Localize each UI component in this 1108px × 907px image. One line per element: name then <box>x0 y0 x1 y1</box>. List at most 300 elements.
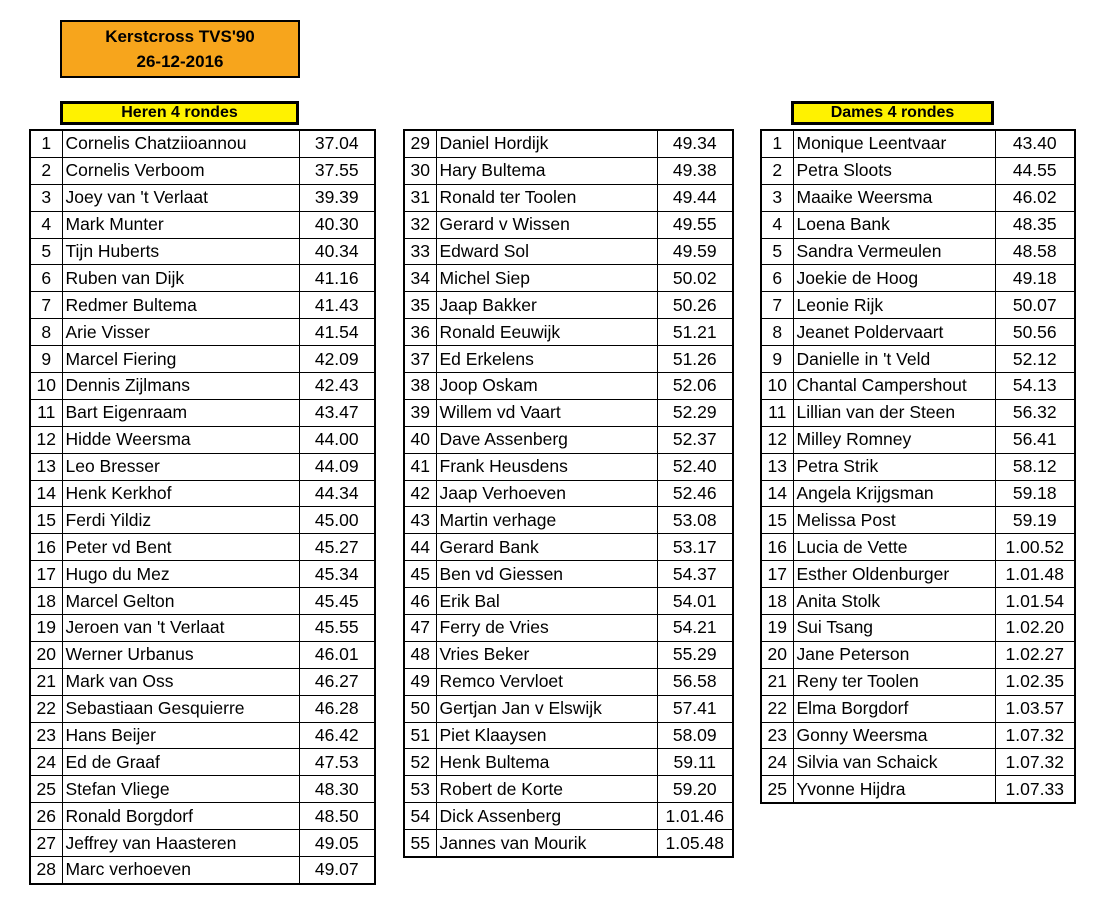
time-cell: 45.34 <box>299 561 375 588</box>
name-cell: Henk Bultema <box>436 749 657 776</box>
time-cell: 51.21 <box>657 319 733 346</box>
rank-cell: 22 <box>30 695 62 722</box>
result-row <box>30 319 375 346</box>
time-cell: 45.55 <box>299 615 375 642</box>
time-cell: 56.58 <box>657 668 733 695</box>
name-cell: Mark van Oss <box>62 668 299 695</box>
time-cell: 49.38 <box>657 157 733 184</box>
time-cell: 49.34 <box>657 130 733 157</box>
result-row <box>761 157 1075 184</box>
name-cell: Martin verhage <box>436 507 657 534</box>
time-cell: 1.02.20 <box>995 615 1075 642</box>
rank-cell: 23 <box>761 722 793 749</box>
rank-cell: 2 <box>761 157 793 184</box>
time-cell: 58.09 <box>657 722 733 749</box>
name-cell: Angela Krijgsman <box>793 480 995 507</box>
time-cell: 59.20 <box>657 776 733 803</box>
name-cell: Maaike Weersma <box>793 184 995 211</box>
result-row <box>404 373 733 400</box>
rank-cell: 28 <box>30 857 62 884</box>
rank-cell: 5 <box>761 238 793 265</box>
result-row <box>761 695 1075 722</box>
time-cell: 37.04 <box>299 130 375 157</box>
name-cell: Stefan Vliege <box>62 776 299 803</box>
time-cell: 1.01.54 <box>995 588 1075 615</box>
result-row <box>30 346 375 373</box>
time-cell: 43.47 <box>299 399 375 426</box>
rank-cell: 29 <box>404 130 436 157</box>
result-row <box>404 130 733 157</box>
rank-cell: 41 <box>404 453 436 480</box>
time-cell: 54.37 <box>657 561 733 588</box>
rank-cell: 4 <box>30 211 62 238</box>
name-cell: Reny ter Toolen <box>793 668 995 695</box>
result-row <box>30 399 375 426</box>
name-cell: Petra Strik <box>793 453 995 480</box>
rank-cell: 15 <box>30 507 62 534</box>
name-cell: Marcel Fiering <box>62 346 299 373</box>
result-row <box>404 184 733 211</box>
time-cell: 52.40 <box>657 453 733 480</box>
name-cell: Joop Oskam <box>436 373 657 400</box>
rank-cell: 43 <box>404 507 436 534</box>
result-row <box>404 722 733 749</box>
name-cell: Werner Urbanus <box>62 641 299 668</box>
rank-cell: 25 <box>30 776 62 803</box>
name-cell: Elma Borgdorf <box>793 695 995 722</box>
rank-cell: 12 <box>30 426 62 453</box>
rank-cell: 4 <box>761 211 793 238</box>
time-cell: 39.39 <box>299 184 375 211</box>
name-cell: Hidde Weersma <box>62 426 299 453</box>
result-row <box>404 749 733 776</box>
name-cell: Bart Eigenraam <box>62 399 299 426</box>
rank-cell: 54 <box>404 803 436 830</box>
result-row <box>404 426 733 453</box>
rank-cell: 7 <box>30 292 62 319</box>
time-cell: 49.44 <box>657 184 733 211</box>
name-cell: Anita Stolk <box>793 588 995 615</box>
rank-cell: 14 <box>30 480 62 507</box>
result-row <box>30 561 375 588</box>
name-cell: Ronald Borgdorf <box>62 803 299 830</box>
rank-cell: 11 <box>30 399 62 426</box>
rank-cell: 12 <box>761 426 793 453</box>
name-cell: Joekie de Hoog <box>793 265 995 292</box>
time-cell: 59.19 <box>995 507 1075 534</box>
result-row <box>30 507 375 534</box>
time-cell: 52.46 <box>657 480 733 507</box>
time-cell: 48.50 <box>299 803 375 830</box>
result-row <box>30 722 375 749</box>
event-title: Kerstcross TVS'90 <box>105 27 255 46</box>
time-cell: 42.43 <box>299 373 375 400</box>
name-cell: Esther Oldenburger <box>793 561 995 588</box>
time-cell: 1.01.48 <box>995 561 1075 588</box>
time-cell: 46.27 <box>299 668 375 695</box>
time-cell: 56.41 <box>995 426 1075 453</box>
name-cell: Jannes van Mourik <box>436 830 657 857</box>
time-cell: 46.28 <box>299 695 375 722</box>
result-row <box>30 588 375 615</box>
name-cell: Hary Bultema <box>436 157 657 184</box>
name-cell: Sandra Vermeulen <box>793 238 995 265</box>
result-row <box>30 157 375 184</box>
time-cell: 52.12 <box>995 346 1075 373</box>
rank-cell: 19 <box>30 615 62 642</box>
rank-cell: 47 <box>404 615 436 642</box>
result-row <box>404 668 733 695</box>
result-row <box>30 695 375 722</box>
event-date: 26-12-2016 <box>136 52 224 71</box>
name-cell: Piet Klaaysen <box>436 722 657 749</box>
name-cell: Lucia de Vette <box>793 534 995 561</box>
result-row <box>30 668 375 695</box>
rank-cell: 14 <box>761 480 793 507</box>
name-cell: Sui Tsang <box>793 615 995 642</box>
rank-cell: 22 <box>761 695 793 722</box>
time-cell: 59.11 <box>657 749 733 776</box>
time-cell: 40.34 <box>299 238 375 265</box>
time-cell: 54.21 <box>657 615 733 642</box>
name-cell: Petra Sloots <box>793 157 995 184</box>
rank-cell: 53 <box>404 776 436 803</box>
name-cell: Daniel Hordijk <box>436 130 657 157</box>
result-row <box>404 534 733 561</box>
rank-cell: 32 <box>404 211 436 238</box>
rank-cell: 42 <box>404 480 436 507</box>
rank-cell: 25 <box>761 776 793 803</box>
time-cell: 50.02 <box>657 265 733 292</box>
name-cell: Loena Bank <box>793 211 995 238</box>
dames-results-table <box>760 129 1076 804</box>
name-cell: Vries Beker <box>436 641 657 668</box>
rank-cell: 40 <box>404 426 436 453</box>
rank-cell: 8 <box>30 319 62 346</box>
result-row <box>404 211 733 238</box>
name-cell: Monique Leentvaar <box>793 130 995 157</box>
time-cell: 50.07 <box>995 292 1075 319</box>
time-cell: 53.08 <box>657 507 733 534</box>
time-cell: 1.00.52 <box>995 534 1075 561</box>
rank-cell: 52 <box>404 749 436 776</box>
time-cell: 48.35 <box>995 211 1075 238</box>
time-cell: 49.55 <box>657 211 733 238</box>
rank-cell: 26 <box>30 803 62 830</box>
time-cell: 59.18 <box>995 480 1075 507</box>
rank-cell: 2 <box>30 157 62 184</box>
result-row <box>761 615 1075 642</box>
event-title-box <box>60 20 300 78</box>
rank-cell: 17 <box>30 561 62 588</box>
time-cell: 41.43 <box>299 292 375 319</box>
time-cell: 56.32 <box>995 399 1075 426</box>
name-cell: Ferry de Vries <box>436 615 657 642</box>
time-cell: 43.40 <box>995 130 1075 157</box>
time-cell: 41.16 <box>299 265 375 292</box>
name-cell: Mark Munter <box>62 211 299 238</box>
time-cell: 47.53 <box>299 749 375 776</box>
result-row <box>30 373 375 400</box>
name-cell: Ronald Eeuwijk <box>436 319 657 346</box>
result-row <box>761 641 1075 668</box>
result-row <box>30 265 375 292</box>
result-row <box>761 722 1075 749</box>
name-cell: Danielle in 't Veld <box>793 346 995 373</box>
time-cell: 1.07.33 <box>995 776 1075 803</box>
time-cell: 1.07.32 <box>995 749 1075 776</box>
result-row <box>30 857 375 884</box>
rank-cell: 1 <box>30 130 62 157</box>
rank-cell: 7 <box>761 292 793 319</box>
name-cell: Jane Peterson <box>793 641 995 668</box>
name-cell: Henk Kerkhof <box>62 480 299 507</box>
heren-results-table-2 <box>403 129 734 858</box>
time-cell: 1.03.57 <box>995 695 1075 722</box>
time-cell: 44.34 <box>299 480 375 507</box>
time-cell: 1.02.27 <box>995 641 1075 668</box>
result-row <box>761 399 1075 426</box>
result-row <box>30 184 375 211</box>
name-cell: Jeroen van 't Verlaat <box>62 615 299 642</box>
time-cell: 55.29 <box>657 641 733 668</box>
name-cell: Willem vd Vaart <box>436 399 657 426</box>
time-cell: 54.13 <box>995 373 1075 400</box>
rank-cell: 55 <box>404 830 436 857</box>
time-cell: 48.58 <box>995 238 1075 265</box>
name-cell: Cornelis Chatziioannou <box>62 130 299 157</box>
result-row <box>404 588 733 615</box>
time-cell: 44.55 <box>995 157 1075 184</box>
result-row <box>30 480 375 507</box>
rank-cell: 13 <box>30 453 62 480</box>
time-cell: 52.06 <box>657 373 733 400</box>
time-cell: 49.18 <box>995 265 1075 292</box>
rank-cell: 45 <box>404 561 436 588</box>
rank-cell: 35 <box>404 292 436 319</box>
rank-cell: 15 <box>761 507 793 534</box>
name-cell: Michel Siep <box>436 265 657 292</box>
rank-cell: 51 <box>404 722 436 749</box>
time-cell: 45.00 <box>299 507 375 534</box>
result-row <box>404 803 733 830</box>
time-cell: 54.01 <box>657 588 733 615</box>
result-row <box>761 749 1075 776</box>
time-cell: 41.54 <box>299 319 375 346</box>
name-cell: Milley Romney <box>793 426 995 453</box>
time-cell: 1.01.46 <box>657 803 733 830</box>
dames-section-header: Dames 4 rondes <box>791 101 994 125</box>
name-cell: Gerard v Wissen <box>436 211 657 238</box>
result-row <box>761 211 1075 238</box>
name-cell: Sebastiaan Gesquierre <box>62 695 299 722</box>
result-row <box>30 534 375 561</box>
name-cell: Gonny Weersma <box>793 722 995 749</box>
rank-cell: 3 <box>761 184 793 211</box>
name-cell: Arie Visser <box>62 319 299 346</box>
name-cell: Yvonne Hijdra <box>793 776 995 803</box>
time-cell: 44.09 <box>299 453 375 480</box>
name-cell: Redmer Bultema <box>62 292 299 319</box>
name-cell: Remco Vervloet <box>436 668 657 695</box>
name-cell: Frank Heusdens <box>436 453 657 480</box>
result-row <box>761 319 1075 346</box>
result-row <box>404 157 733 184</box>
result-row <box>30 211 375 238</box>
rank-cell: 37 <box>404 346 436 373</box>
rank-cell: 27 <box>30 830 62 857</box>
time-cell: 52.37 <box>657 426 733 453</box>
time-cell: 1.05.48 <box>657 830 733 857</box>
name-cell: Marc verhoeven <box>62 857 299 884</box>
time-cell: 37.55 <box>299 157 375 184</box>
result-row <box>761 561 1075 588</box>
time-cell: 46.42 <box>299 722 375 749</box>
rank-cell: 9 <box>30 346 62 373</box>
name-cell: Gertjan Jan v Elswijk <box>436 695 657 722</box>
rank-cell: 24 <box>30 749 62 776</box>
name-cell: Marcel Gelton <box>62 588 299 615</box>
result-row <box>761 426 1075 453</box>
rank-cell: 21 <box>30 668 62 695</box>
name-cell: Ed de Graaf <box>62 749 299 776</box>
heren-section-header: Heren 4 rondes <box>60 101 299 125</box>
rank-cell: 6 <box>30 265 62 292</box>
result-row <box>404 265 733 292</box>
time-cell: 50.56 <box>995 319 1075 346</box>
time-cell: 49.59 <box>657 238 733 265</box>
name-cell: Gerard Bank <box>436 534 657 561</box>
result-row <box>30 130 375 157</box>
time-cell: 53.17 <box>657 534 733 561</box>
rank-cell: 20 <box>761 641 793 668</box>
name-cell: Robert de Korte <box>436 776 657 803</box>
result-row <box>761 130 1075 157</box>
result-row <box>761 480 1075 507</box>
result-row <box>404 399 733 426</box>
time-cell: 1.07.32 <box>995 722 1075 749</box>
rank-cell: 20 <box>30 641 62 668</box>
rank-cell: 31 <box>404 184 436 211</box>
result-row <box>30 453 375 480</box>
time-cell: 49.07 <box>299 857 375 884</box>
time-cell: 44.00 <box>299 426 375 453</box>
result-row <box>30 426 375 453</box>
time-cell: 46.01 <box>299 641 375 668</box>
name-cell: Lillian van der Steen <box>793 399 995 426</box>
rank-cell: 23 <box>30 722 62 749</box>
name-cell: Erik Bal <box>436 588 657 615</box>
result-row <box>404 453 733 480</box>
result-row <box>404 238 733 265</box>
name-cell: Cornelis Verboom <box>62 157 299 184</box>
result-row <box>404 830 733 857</box>
rank-cell: 21 <box>761 668 793 695</box>
rank-cell: 11 <box>761 399 793 426</box>
time-cell: 52.29 <box>657 399 733 426</box>
result-row <box>404 292 733 319</box>
result-row <box>404 319 733 346</box>
result-row <box>761 238 1075 265</box>
name-cell: Leo Bresser <box>62 453 299 480</box>
rank-cell: 10 <box>761 373 793 400</box>
rank-cell: 1 <box>761 130 793 157</box>
name-cell: Silvia van Schaick <box>793 749 995 776</box>
rank-cell: 50 <box>404 695 436 722</box>
rank-cell: 33 <box>404 238 436 265</box>
name-cell: Dick Assenberg <box>436 803 657 830</box>
result-row <box>761 373 1075 400</box>
time-cell: 48.30 <box>299 776 375 803</box>
time-cell: 58.12 <box>995 453 1075 480</box>
heren-results-table-1 <box>29 129 376 885</box>
rank-cell: 44 <box>404 534 436 561</box>
name-cell: Leonie Rijk <box>793 292 995 319</box>
result-row <box>404 615 733 642</box>
rank-cell: 30 <box>404 157 436 184</box>
result-row <box>404 507 733 534</box>
result-row <box>761 292 1075 319</box>
time-cell: 42.09 <box>299 346 375 373</box>
name-cell: Tijn Huberts <box>62 238 299 265</box>
time-cell: 45.27 <box>299 534 375 561</box>
rank-cell: 8 <box>761 319 793 346</box>
result-row <box>404 480 733 507</box>
rank-cell: 18 <box>761 588 793 615</box>
name-cell: Ben vd Giessen <box>436 561 657 588</box>
rank-cell: 48 <box>404 641 436 668</box>
result-row <box>761 588 1075 615</box>
result-row <box>30 776 375 803</box>
result-row <box>761 346 1075 373</box>
result-row <box>761 776 1075 803</box>
result-row <box>30 749 375 776</box>
result-row <box>761 534 1075 561</box>
time-cell: 1.02.35 <box>995 668 1075 695</box>
name-cell: Melissa Post <box>793 507 995 534</box>
name-cell: Jeffrey van Haasteren <box>62 830 299 857</box>
result-row <box>404 695 733 722</box>
name-cell: Joey van 't Verlaat <box>62 184 299 211</box>
name-cell: Ruben van Dijk <box>62 265 299 292</box>
result-row <box>404 561 733 588</box>
name-cell: Dave Assenberg <box>436 426 657 453</box>
result-row <box>30 615 375 642</box>
name-cell: Peter vd Bent <box>62 534 299 561</box>
result-row <box>30 641 375 668</box>
time-cell: 50.26 <box>657 292 733 319</box>
result-row <box>30 803 375 830</box>
result-row <box>404 346 733 373</box>
result-row <box>404 776 733 803</box>
name-cell: Chantal Campershout <box>793 373 995 400</box>
rank-cell: 38 <box>404 373 436 400</box>
rank-cell: 24 <box>761 749 793 776</box>
rank-cell: 34 <box>404 265 436 292</box>
result-row <box>30 238 375 265</box>
name-cell: Jaap Verhoeven <box>436 480 657 507</box>
result-row <box>761 184 1075 211</box>
rank-cell: 16 <box>761 534 793 561</box>
result-row <box>30 292 375 319</box>
result-row <box>761 265 1075 292</box>
rank-cell: 13 <box>761 453 793 480</box>
rank-cell: 6 <box>761 265 793 292</box>
rank-cell: 46 <box>404 588 436 615</box>
rank-cell: 9 <box>761 346 793 373</box>
time-cell: 40.30 <box>299 211 375 238</box>
name-cell: Jaap Bakker <box>436 292 657 319</box>
